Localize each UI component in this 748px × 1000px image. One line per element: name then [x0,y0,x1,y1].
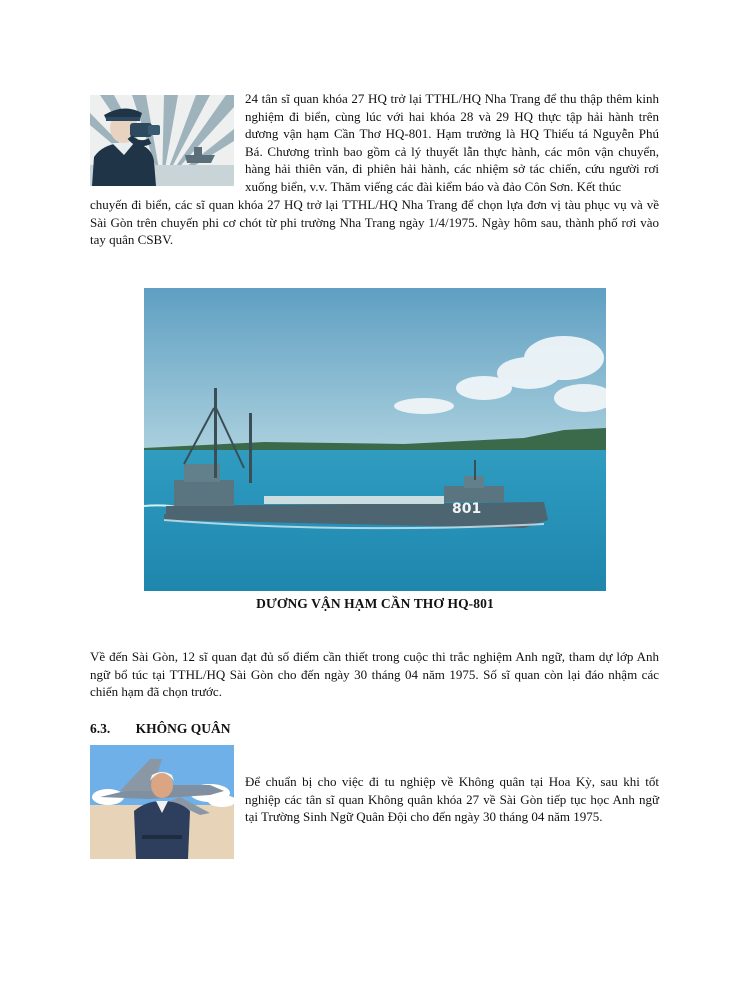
section3-block [245,773,659,826]
intro-paragraph-lower [90,196,659,249]
sailor-image [90,95,234,186]
photo-caption: DƯƠNG VẬN HẠM CẦN THƠ HQ-801 [256,596,494,611]
section2-paragraph: Về đến Sài Gòn, 12 sĩ quan đạt đủ số điểm cần thiết trong cuộc thi trắc nghiệm Anh ngữ, tham dự lớp Anh ngữ bổ túc tại TTHL/HQ Sài Gòn cho đến ngày 30 tháng 04 năm 1975. Số sĩ quan còn lại đáo nhậm các chiến hạm đã chọn trước. [90,649,659,699]
pilot-image [90,745,234,859]
intro-paragraph-continued: chuyến đi biển, các sĩ quan khóa 27 HQ trở lại TTHL/HQ Nha Trang để chọn lựa đơn vị tàu phục vụ và về Sài Gòn trên chuyến phi cơ chót từ phi trường Nha Trang ngày 1/4/1975. Ngày hôm sau, thành phố rơi vào tay quân CSBV. [90,197,659,247]
ship-photo [144,288,606,591]
section3-paragraph: Để chuẩn bị cho việc đi tu nghiệp về Không quân tại Hoa Kỳ, sau khi tốt nghiệp các tân sĩ quan Không quân khóa 27 về Sài Gòn tiếp tục học Anh ngữ tại Trường Sinh Ngữ Quân Đội cho đến ngày 30 tháng 04 năm 1975. [245,774,659,824]
pilot-with-jet-icon [90,745,234,859]
intro-paragraph-upper [245,90,659,196]
intro-paragraph: 24 tân sĩ quan khóa 27 HQ trở lại TTHL/HQ Nha Trang để thu thập thêm kinh nghiệm đi biển, cùng lúc với hai khóa 28 và 29 HQ thực tập hải hành trên dương vận hạm Cần Thơ HQ-801. Hạm trưởng là HQ Thiếu tá Nguyễn Phú Bá. Chương trình bao gồm cả lý thuyết lẫn thực hành, các môn vận chuyển, hàng hải thiên văn, đi phiên hải hành, các nhiệm sở tác chiến, cứu người rơi xuống biển, v.v. Thăm viếng các đài kiểm báo và đảo Côn Sơn. Kết thúc [245,91,659,194]
section-heading [90,721,390,737]
section2-block [90,648,659,701]
hull-number: 801 [452,501,482,517]
section-number: 6.3. [90,721,111,736]
section-title: KHÔNG QUÂN [135,721,231,736]
sailor-with-binoculars-icon [90,95,234,186]
ship-photo-image [144,288,606,591]
